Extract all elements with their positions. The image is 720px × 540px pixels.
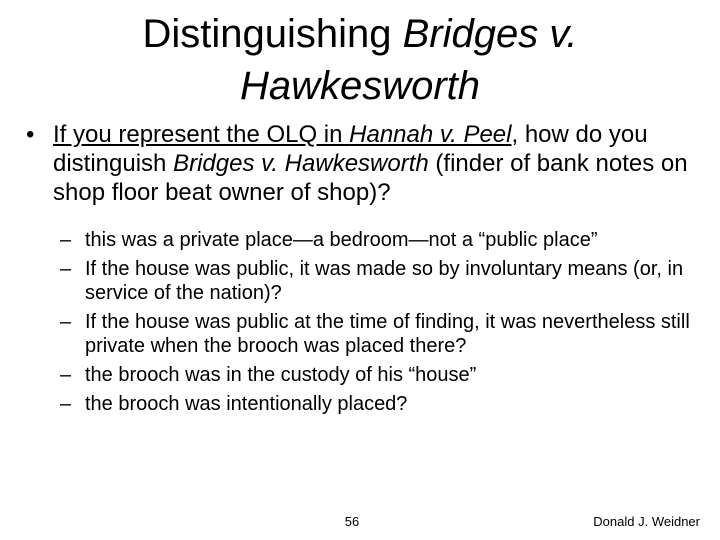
sub-bullet-text: If the house was public at the time of finding, it was nevertheless still private when the brooch was placed there? (85, 311, 690, 357)
bullet-case-hannah-v-peel: Hannah v. Peel (349, 121, 512, 148)
bullet-part-5: (finder of bank notes on shop floor beat owner of shop)? (53, 150, 688, 206)
main-bullet (26, 120, 696, 207)
page-number: 56 (344, 514, 360, 529)
sub-bullet (60, 228, 700, 252)
bullet-marker: • (26, 121, 35, 148)
bullet-part-3: , how do you distinguish (53, 121, 648, 177)
bullet-part-1: If you represent the OLQ in (53, 121, 350, 148)
slide-title (60, 8, 660, 112)
title-line-2: Hawkesworth (239, 64, 481, 108)
title-case-name: Bridges v. (402, 12, 578, 56)
sub-bullet-text: this was a private place—a bedroom—not a “public place” (85, 229, 598, 251)
sub-bullet (60, 363, 700, 387)
dash-marker: – (60, 364, 72, 386)
sub-bullet-text: If the house was public, it was made so by involuntary means (or, in service of the nation)? (85, 258, 684, 304)
dash-marker: – (60, 229, 72, 251)
title-line-1 (60, 8, 660, 60)
sub-bullet-text: the brooch was in the custody of his “house” (85, 364, 477, 386)
bullet-case-bridges-v-hawkesworth: Bridges v. Hawkesworth (173, 150, 429, 177)
sub-bullet (60, 257, 700, 305)
dash-marker: – (60, 311, 72, 333)
sub-bullet (60, 392, 700, 416)
main-bullet-text (53, 120, 696, 207)
footer-author: Donald J. Weidner (593, 514, 700, 529)
dash-marker: – (60, 393, 72, 415)
title-prefix: Distinguishing (142, 12, 403, 56)
sub-bullet (60, 310, 700, 358)
sub-bullet-list (60, 228, 700, 421)
dash-marker: – (60, 258, 72, 280)
sub-bullet-text: the brooch was intentionally placed? (85, 393, 408, 415)
